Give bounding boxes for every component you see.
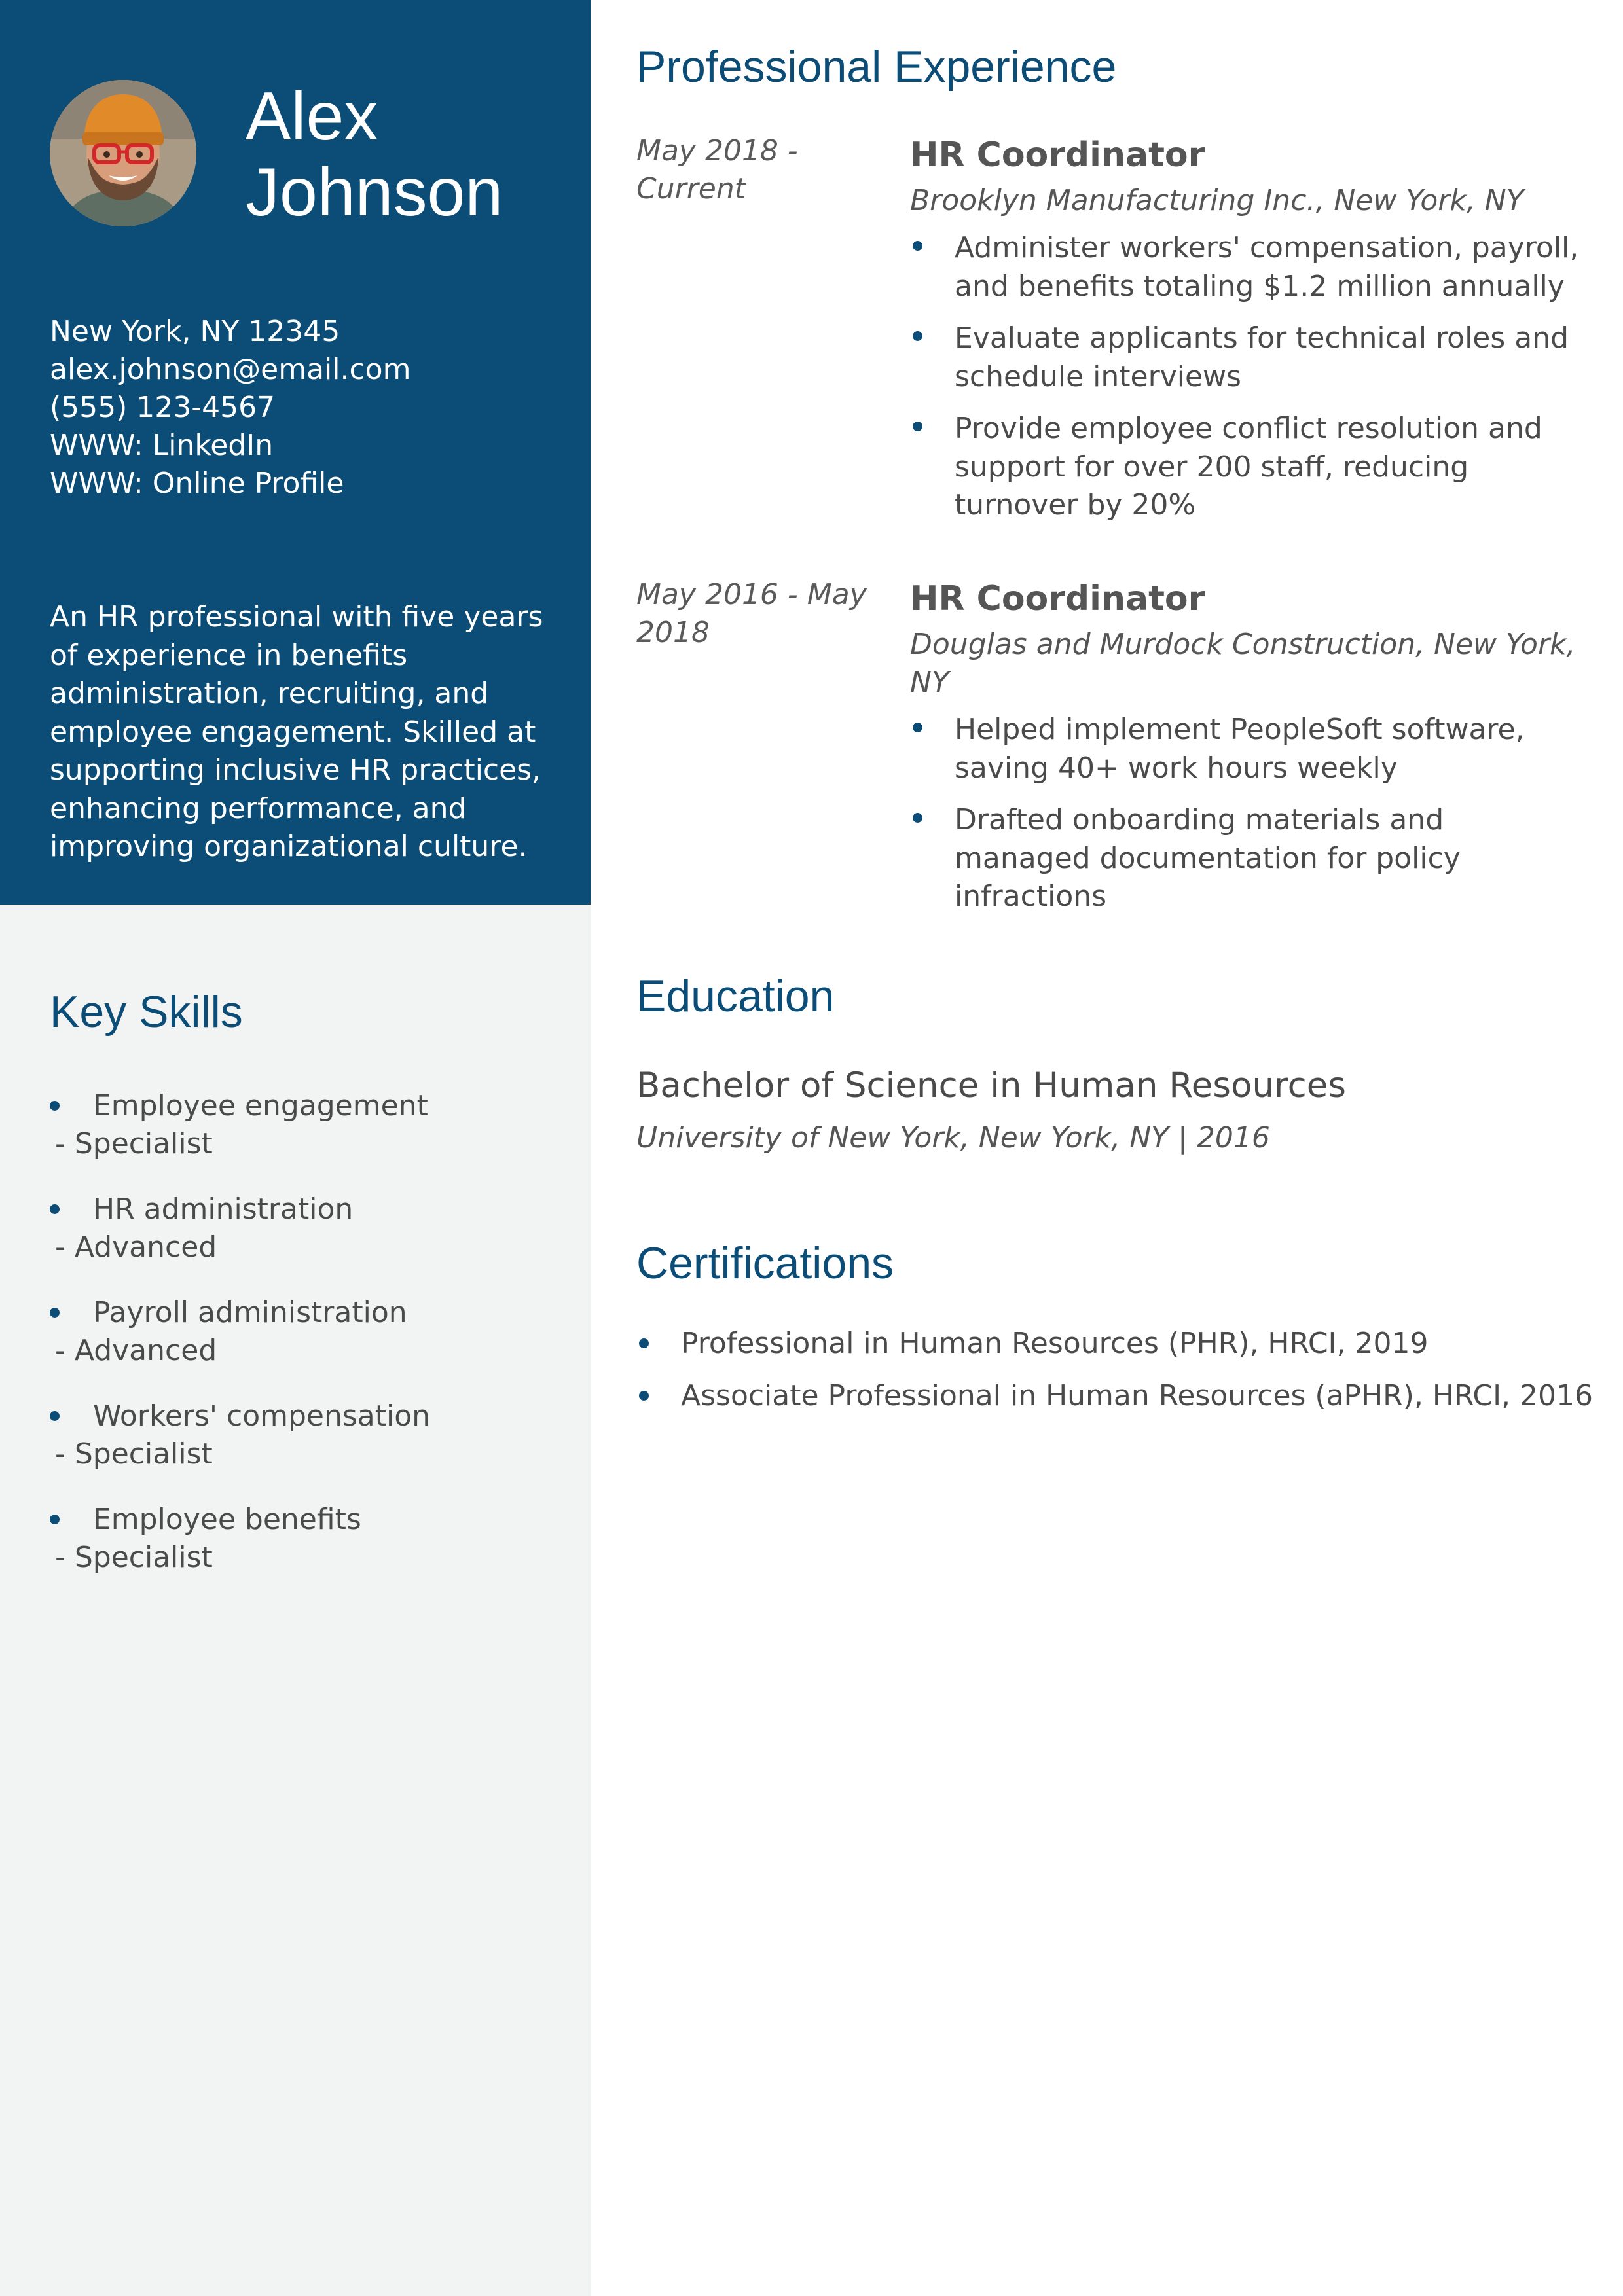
job-role: HR Coordinator	[910, 579, 1205, 619]
contact-email[interactable]: alex.johnson@email.com	[50, 353, 411, 386]
contact-address: New York, NY 12345	[50, 315, 340, 348]
skill-level: - Specialist	[55, 1127, 213, 1160]
job-bullet-text: Drafted onboarding materials and managed documentation for policy infractions	[955, 803, 1461, 913]
skill-name: Employee engagement	[93, 1089, 428, 1122]
avatar	[50, 80, 196, 226]
last-name: Johnson	[246, 154, 503, 230]
skill-item	[50, 1501, 560, 1605]
bullet-icon	[50, 1308, 60, 1318]
job-bullet	[910, 319, 1584, 396]
certification-item	[636, 1325, 1592, 1378]
bullet-icon	[50, 1101, 60, 1111]
skill-name: HR administration	[93, 1193, 354, 1226]
job-bullet	[910, 801, 1584, 916]
job-bullet-text: Administer workers' compensation, payroll, and benefits totaling $1.2 million annually	[955, 231, 1579, 303]
skill-level: - Specialist	[55, 1541, 213, 1574]
experience-section-title: Professional Experience	[636, 42, 1117, 92]
contact-profile-link[interactable]: WWW: Online Profile	[50, 467, 344, 500]
skill-name: Payroll administration	[93, 1296, 407, 1329]
bullet-icon	[913, 241, 922, 251]
certifications-list	[636, 1325, 1592, 1430]
job-bullet-text: Evaluate applicants for technical roles and schedule interviews	[955, 321, 1569, 393]
skill-item	[50, 1398, 560, 1501]
first-name: Alex	[246, 79, 378, 154]
skill-item	[50, 1295, 560, 1398]
certification-text: Associate Professional in Human Resources (aPHR), HRCI, 2016	[681, 1379, 1594, 1412]
bullet-icon	[639, 1391, 649, 1401]
job-bullet	[910, 711, 1584, 787]
skills-section-title: Key Skills	[50, 987, 243, 1037]
job-details	[910, 576, 1584, 930]
professional-summary: An HR professional with five years of experience in benefits administration, recruiting, and employee engagement. Skilled at supporting inclusive HR practices, enhancing performance, and improving organizational culture.	[50, 600, 543, 863]
certifications-section-title: Certifications	[636, 1238, 894, 1288]
certification-item	[636, 1378, 1592, 1430]
skill-item	[50, 1191, 560, 1295]
job-bullets	[910, 229, 1584, 525]
bullet-icon	[50, 1204, 60, 1214]
job-company: Brooklyn Manufacturing Inc., New York, NY	[910, 184, 1524, 217]
job-bullet-text: Provide employee conflict resolution and support for over 200 staff, reducing turnover by 20%	[955, 412, 1542, 522]
education-section-title: Education	[636, 971, 835, 1021]
job-company: Douglas and Murdock Construction, New York, NY	[910, 628, 1576, 699]
job-bullet-text: Helped implement PeopleSoft software, saving 40+ work hours weekly	[955, 713, 1525, 785]
skill-level: - Advanced	[55, 1230, 217, 1264]
bullet-icon	[913, 422, 922, 431]
bullet-icon	[913, 813, 922, 823]
certification-text: Professional in Human Resources (PHR), HRCI, 2019	[681, 1327, 1429, 1360]
bullet-icon	[913, 331, 922, 341]
bullet-icon	[913, 723, 922, 732]
contact-linkedin-link[interactable]: WWW: LinkedIn	[50, 429, 274, 462]
skill-name: Workers' compensation	[93, 1399, 431, 1433]
education-school: University of New York, New York, NY | 2016	[636, 1121, 1270, 1155]
contact-info	[50, 313, 574, 503]
candidate-name	[246, 79, 573, 230]
bullet-icon	[639, 1338, 649, 1348]
job-role: HR Coordinator	[910, 135, 1205, 175]
bullet-icon	[50, 1515, 60, 1524]
job-dates: May 2018 - Current	[636, 134, 798, 206]
profile-photo	[50, 80, 196, 226]
job-details	[910, 132, 1584, 539]
job-dates: May 2016 - May 2018	[636, 578, 867, 649]
job-bullet	[910, 410, 1584, 525]
skill-name: Employee benefits	[93, 1503, 361, 1536]
contact-phone: (555) 123-4567	[50, 391, 276, 424]
skill-level: - Specialist	[55, 1437, 213, 1471]
job-bullets	[910, 711, 1584, 916]
bullet-icon	[50, 1411, 60, 1421]
skills-list	[50, 1088, 560, 1605]
education-degree: Bachelor of Science in Human Resources	[636, 1066, 1347, 1105]
job-bullet	[910, 229, 1584, 306]
skill-item	[50, 1088, 560, 1191]
skill-level: - Advanced	[55, 1334, 217, 1367]
